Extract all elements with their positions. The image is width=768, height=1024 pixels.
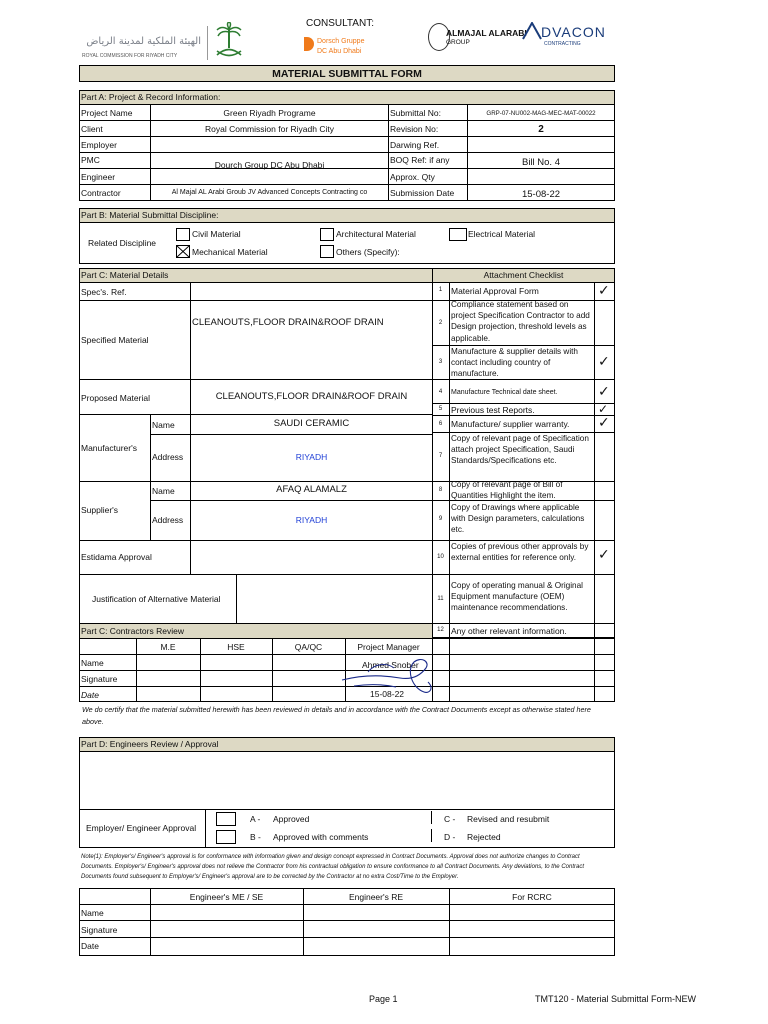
checklist-tick-3: ✓	[598, 354, 610, 370]
sign-col-rcrc: For RCRC	[512, 892, 552, 902]
review-row-signature: Signature	[81, 674, 118, 684]
checklist-text-7: Copy of relevant page of Specification attach project Specification, Saudi Standards/Specifications etc.	[451, 434, 589, 466]
contractor-value: Al Majal AL Arabi Groub JV Advanced Concepts Contracting co	[171, 189, 368, 196]
justification-label: Justification of Alternative Material	[92, 594, 221, 604]
employer-approval-label: Employer/ Engineer Approval	[86, 823, 197, 833]
architectural-material-label: Architectural Material	[336, 229, 416, 239]
sign-row-date: Date	[81, 941, 99, 951]
contractors-review-title: Part C: Contractors Review	[81, 626, 184, 636]
checklist-no-1: 1	[438, 287, 443, 293]
manufacturer-label: Manufacturer's	[81, 443, 137, 453]
employer-label: Employer	[81, 140, 117, 150]
checklist-text-4: Manufacture Technical date sheet.	[451, 389, 558, 396]
estidama-approval-label: Estidama Approval	[81, 552, 152, 562]
supplier-name-label: Name	[152, 486, 175, 496]
page-number: Page 1	[369, 994, 398, 1004]
approval-note: Note(1): Employer's/ Engineer's approval is for conformance with information given and design concept expressed in Contract Documents. Approval does not authorize changes to Contract Documents. Employer's/ Engineer's approval does not relieve the Contractor from his contractual obligation to ensure conformance to all Contract Documents. Any deviations, to the Contract Documents found subsequent to Employer's/ Engineer's approval are to be corrected by the Contractor at no extra Cost/Time to the Employer.	[81, 854, 584, 880]
electrical-material-label: Electrical Material	[468, 229, 536, 239]
manufacturer-address-value: RIYADH	[295, 452, 328, 462]
proposed-material-label: Proposed Material	[81, 393, 150, 403]
part-a-title: Part A: Project & Record Information:	[81, 92, 221, 102]
part-b-title: Part B: Material Submittal Discipline:	[81, 210, 219, 220]
submission-date-value: 15-08-22	[521, 189, 561, 200]
architectural-material-checkbox[interactable]	[320, 228, 334, 241]
almajal-logo	[428, 22, 527, 52]
pmc-value: Dourch Group DC Abu Dhabi	[214, 160, 325, 170]
checklist-tick-6: ✓	[598, 415, 610, 431]
approved-with-comments-checkbox[interactable]	[216, 830, 236, 844]
dorsch-line2: DC Abu Dhabi	[317, 48, 362, 55]
part-c-title: Part C: Material Details	[81, 270, 169, 280]
advacon-sub: CONTRACTING	[544, 41, 581, 47]
rcrc-arabic-name: الهيئة الملكية لمدينة الرياض	[86, 36, 201, 47]
pm-signature-scribble	[338, 654, 438, 698]
checklist-no-3: 3	[438, 359, 443, 365]
checkbox-x-icon	[177, 246, 189, 257]
project-name-value: Green Riyadh Programe	[223, 108, 316, 118]
checklist-text-11: Copy of operating manual & Original Equipment manufacture (OEM) maintenance recommendations.	[451, 581, 583, 613]
option-c-text: Revised and resubmit	[467, 814, 550, 824]
checklist-title: Attachment Checklist	[483, 270, 564, 280]
checklist-no-10: 10	[437, 554, 444, 560]
others-material-checkbox[interactable]	[320, 245, 334, 258]
revision-no-value: 2	[538, 124, 544, 135]
option-b-code: B -	[250, 832, 261, 842]
form-title: MATERIAL SUBMITTAL FORM	[272, 68, 422, 80]
revision-no-label: Revision No:	[390, 124, 439, 134]
checklist-no-6: 6	[438, 421, 443, 427]
approx-qty-label: Approx. Qty	[390, 172, 435, 182]
approved-checkbox[interactable]	[216, 812, 236, 826]
checklist-text-8: Copy of relevant page of Bill of Quantities Highlight the item.	[451, 480, 563, 501]
option-d-text: Rejected	[467, 832, 501, 842]
checklist-no-8: 8	[438, 487, 443, 493]
mechanical-material-checkbox[interactable]	[176, 245, 190, 258]
form-code: TMT120 - Material Submittal Form-NEW	[535, 994, 697, 1004]
drawing-ref-label: Darwing Ref.	[390, 140, 440, 150]
review-row-name: Name	[81, 658, 104, 668]
advacon-logo	[522, 20, 618, 60]
checklist-no-12: 12	[437, 627, 444, 633]
checklist-tick-5: ✓	[598, 402, 609, 416]
manufacturer-name-label: Name	[152, 420, 175, 430]
part-d-title: Part D: Engineers Review / Approval	[81, 739, 219, 749]
option-d-code: D -	[444, 832, 456, 842]
manufacturer-name-value: SAUDI CERAMIC	[273, 418, 350, 429]
submittal-no-value: GRP-07-NU002-MAG-MEC-MAT-00022	[486, 110, 596, 117]
checklist-no-2: 2	[438, 320, 443, 326]
review-col-hse: HSE	[227, 642, 245, 652]
almajal-group: GROUP	[446, 39, 470, 46]
option-a-text: Approved	[273, 814, 310, 824]
pm-date-value: 15-08-22	[370, 689, 405, 699]
client-label: Client	[81, 124, 103, 134]
specified-material-value: CLEANOUTS,FLOOR DRAIN&ROOF DRAIN	[192, 317, 384, 328]
checklist-text-6: Manufacture/ supplier warranty.	[451, 419, 570, 429]
certify-text: We do certify that the material submitted herewith has been reviewed in details and in accordance with the Contract Documents except as otherwise stated here above.	[82, 705, 591, 726]
contractor-label: Contractor	[81, 188, 121, 198]
checklist-tick-1: ✓	[598, 283, 610, 299]
checklist-no-7: 7	[438, 453, 443, 459]
sign-row-name: Name	[81, 908, 104, 918]
advacon-name: DVACON	[541, 24, 606, 40]
sign-row-signature: Signature	[81, 925, 118, 935]
specs-ref-label: Spec's. Ref.	[81, 287, 127, 297]
sign-col-engineer-me: Engineer's ME / SE	[189, 892, 264, 902]
electrical-material-checkbox[interactable]	[449, 228, 467, 241]
project-name-label: Project Name	[81, 108, 133, 118]
civil-material-checkbox[interactable]	[176, 228, 190, 241]
checklist-text-3: Manufacture & supplier details with contact including country of manufacture.	[451, 347, 578, 379]
checklist-no-9: 9	[438, 516, 443, 522]
supplier-address-value: RIYADH	[295, 515, 328, 525]
boq-ref-label: BOQ Ref: if any	[390, 155, 450, 165]
almajal-name: ALMAJAL ALARABI	[446, 28, 527, 38]
manufacturer-address-label: Address	[152, 452, 184, 462]
checklist-text-9: Copy of Drawings where applicable with Design parameters, calculations etc.	[451, 503, 585, 535]
dorsch-d-icon	[304, 37, 314, 51]
checklist-text-5: Previous test Reports.	[451, 405, 535, 415]
supplier-name-value: AFAQ ALAMALZ	[276, 484, 347, 495]
consultant-label: CONSULTANT:	[306, 18, 374, 29]
form-title-box	[79, 65, 615, 82]
boq-ref-value: Bill No. 4	[521, 157, 560, 168]
checklist-tick-10: ✓	[598, 547, 610, 563]
dorsch-logo	[304, 36, 374, 60]
sign-col-engineer-re: Engineer's RE	[348, 892, 404, 902]
dorsch-line1: Dorsch Gruppe	[317, 38, 365, 45]
related-discipline-label: Related Discipline	[88, 238, 157, 248]
client-value: Royal Commission for Riyadh City	[205, 124, 334, 134]
rcrc-logo	[82, 22, 246, 62]
advacon-a-icon	[522, 22, 542, 40]
option-c-code: C -	[444, 814, 456, 824]
civil-material-label: Civil Material	[192, 229, 241, 239]
checklist-text-12: Any other relevant information.	[451, 626, 567, 636]
pmc-label: PMC	[81, 155, 100, 165]
submittal-no-label: Submittal No:	[390, 108, 442, 118]
mechanical-material-label: Mechanical Material	[192, 247, 268, 257]
checklist-no-5: 5	[438, 406, 443, 412]
specified-material-label: Specified Material	[81, 335, 149, 345]
supplier-address-label: Address	[152, 515, 184, 525]
checklist-no-11: 11	[437, 596, 444, 602]
option-a-code: A -	[250, 814, 261, 824]
checklist-text-10: Copies of previous other approvals by external entities for reference only.	[451, 542, 589, 563]
supplier-label: Supplier's	[81, 505, 119, 515]
checklist-text-1: Material Approval Form	[451, 286, 539, 296]
checklist-text-2: Compliance statement based on project Specification Contractor to add Design projection, threshold levels as applicable.	[451, 300, 590, 343]
palm-swords-emblem-icon	[212, 22, 246, 60]
engineer-label: Engineer	[81, 172, 116, 182]
checklist-tick-4: ✓	[598, 384, 610, 400]
review-col-qaqc: QA/QC	[294, 642, 323, 652]
review-col-me: M.E	[160, 642, 176, 652]
review-row-date: Date	[81, 690, 99, 700]
rcrc-english-name: ROYAL COMMISSION FOR RIYADH CITY	[82, 53, 178, 59]
proposed-material-value: CLEANOUTS,FLOOR DRAIN&ROOF DRAIN	[215, 391, 408, 402]
checklist-no-4: 4	[438, 389, 443, 395]
submission-date-label: Submission Date	[390, 188, 455, 198]
option-b-text: Approved with comments	[273, 832, 369, 842]
others-material-label: Others (Specify):	[336, 247, 400, 257]
review-col-pm: Project Manager	[357, 642, 420, 652]
pm-name-value: Ahmed Snober	[362, 660, 419, 670]
